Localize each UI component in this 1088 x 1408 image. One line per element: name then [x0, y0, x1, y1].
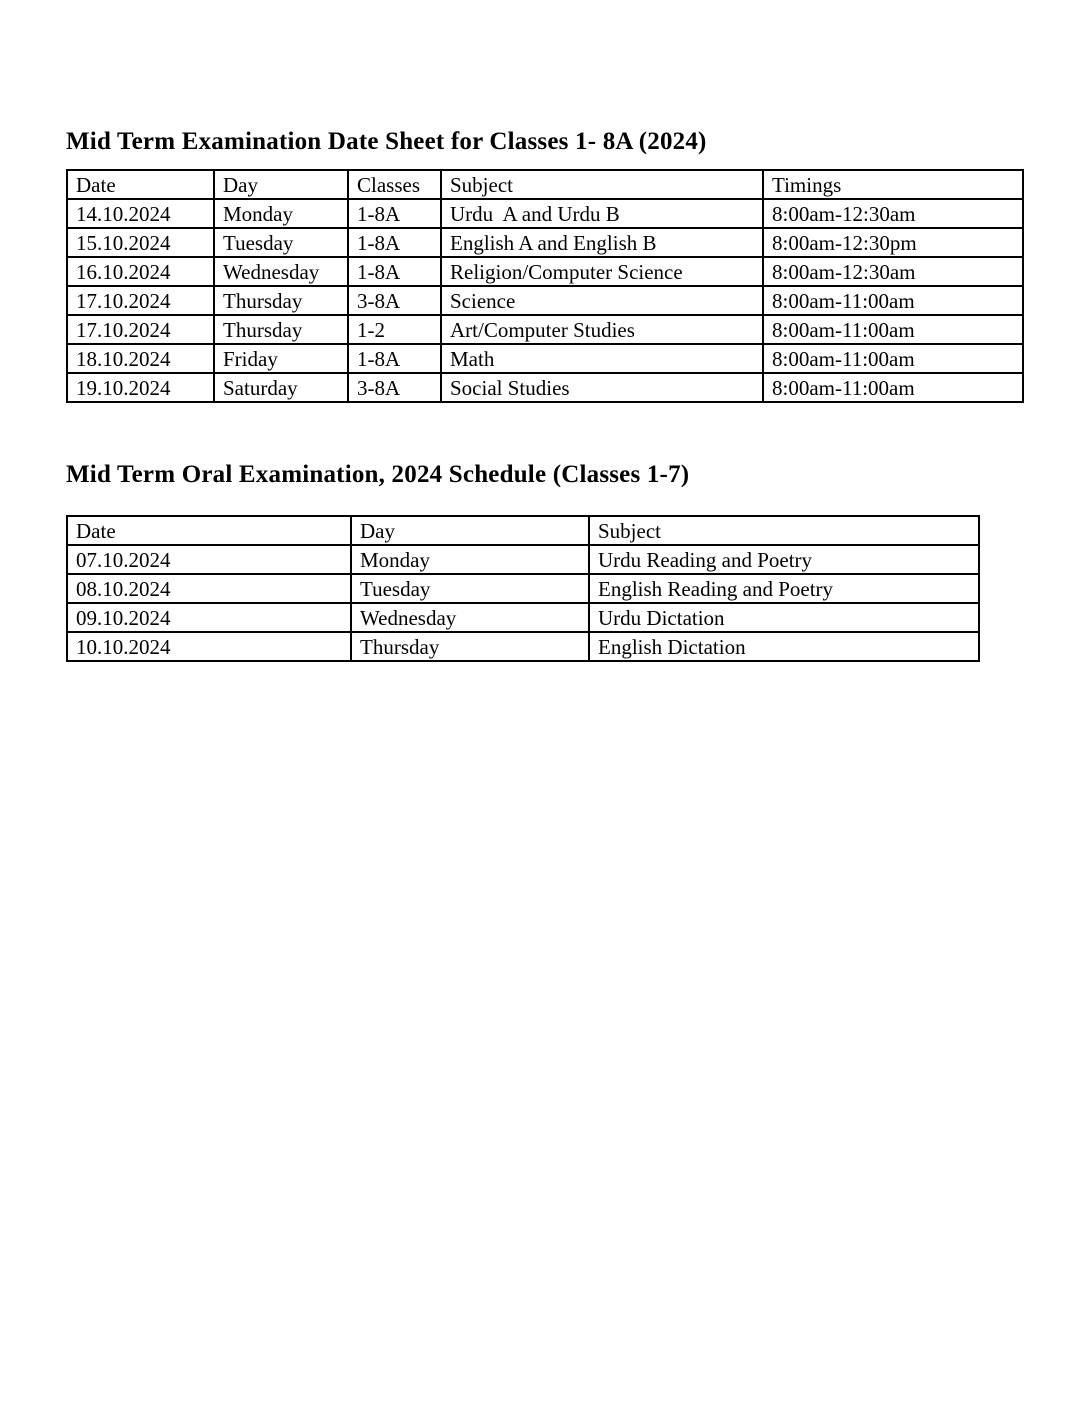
table-cell: 17.10.2024 [67, 315, 214, 344]
table-cell: 8:00am-11:00am [763, 344, 1023, 373]
table-row [67, 603, 979, 632]
table-cell: 18.10.2024 [67, 344, 214, 373]
table-cell: 1-8A [348, 199, 441, 228]
table-cell: 1-2 [348, 315, 441, 344]
table-row [67, 199, 1023, 228]
table-row [67, 257, 1023, 286]
table-cell: Tuesday [214, 228, 348, 257]
table-cell: 1-8A [348, 228, 441, 257]
table-row [67, 545, 979, 574]
table-cell: Urdu Reading and Poetry [589, 545, 979, 574]
table-cell: Thursday [214, 315, 348, 344]
table-cell: Friday [214, 344, 348, 373]
table-row [67, 286, 1023, 315]
table-cell: Urdu A and Urdu B [441, 199, 763, 228]
table-row [67, 574, 979, 603]
table-row [67, 228, 1023, 257]
table-cell: 16.10.2024 [67, 257, 214, 286]
table-cell: 10.10.2024 [67, 632, 351, 661]
table-cell: 8:00am-12:30am [763, 199, 1023, 228]
table-cell: 08.10.2024 [67, 574, 351, 603]
table-cell: 8:00am-11:00am [763, 286, 1023, 315]
table-header-row [67, 516, 979, 545]
table-cell: Monday [351, 545, 589, 574]
table-cell: Wednesday [214, 257, 348, 286]
column-header: Timings [763, 170, 1023, 199]
table-cell: Saturday [214, 373, 348, 402]
column-header: Subject [441, 170, 763, 199]
table-row [67, 373, 1023, 402]
column-header: Date [67, 170, 214, 199]
table-cell: English Reading and Poetry [589, 574, 979, 603]
table-cell: 8:00am-11:00am [763, 315, 1023, 344]
table-cell: Social Studies [441, 373, 763, 402]
table-row [67, 632, 979, 661]
table-cell: 3-8A [348, 373, 441, 402]
table-cell: 07.10.2024 [67, 545, 351, 574]
exam-datesheet-title: Mid Term Examination Date Sheet for Classes 1- 8A (2024) [66, 128, 707, 155]
table-cell: Tuesday [351, 574, 589, 603]
oral-exam-schedule-title: Mid Term Oral Examination, 2024 Schedule (Classes 1-7) [66, 461, 690, 488]
table-cell: 8:00am-12:30pm [763, 228, 1023, 257]
table-cell: 1-8A [348, 257, 441, 286]
table-cell: Thursday [351, 632, 589, 661]
column-header: Day [351, 516, 589, 545]
column-header: Day [214, 170, 348, 199]
table-cell: 09.10.2024 [67, 603, 351, 632]
table-cell: Art/Computer Studies [441, 315, 763, 344]
table-cell: 19.10.2024 [67, 373, 214, 402]
table-row [67, 315, 1023, 344]
document-content [66, 128, 1026, 662]
table-cell: English Dictation [589, 632, 979, 661]
table-cell: Urdu Dictation [589, 603, 979, 632]
section-spacer [66, 403, 1026, 461]
table-cell: 17.10.2024 [67, 286, 214, 315]
table-cell: Monday [214, 199, 348, 228]
table-header-row [67, 170, 1023, 199]
exam-datesheet-table [66, 169, 1024, 403]
table-cell: Religion/Computer Science [441, 257, 763, 286]
table-cell: Science [441, 286, 763, 315]
column-header: Subject [589, 516, 979, 545]
oral-exam-schedule-table [66, 515, 980, 662]
table-cell: 14.10.2024 [67, 199, 214, 228]
table-row [67, 344, 1023, 373]
table-cell: 15.10.2024 [67, 228, 214, 257]
table-cell: Wednesday [351, 603, 589, 632]
table-cell: 8:00am-11:00am [763, 373, 1023, 402]
column-header: Classes [348, 170, 441, 199]
table-cell: Thursday [214, 286, 348, 315]
table-cell: 8:00am-12:30am [763, 257, 1023, 286]
table-cell: 1-8A [348, 344, 441, 373]
column-header: Date [67, 516, 351, 545]
table-cell: 3-8A [348, 286, 441, 315]
table-cell: English A and English B [441, 228, 763, 257]
table-cell: Math [441, 344, 763, 373]
